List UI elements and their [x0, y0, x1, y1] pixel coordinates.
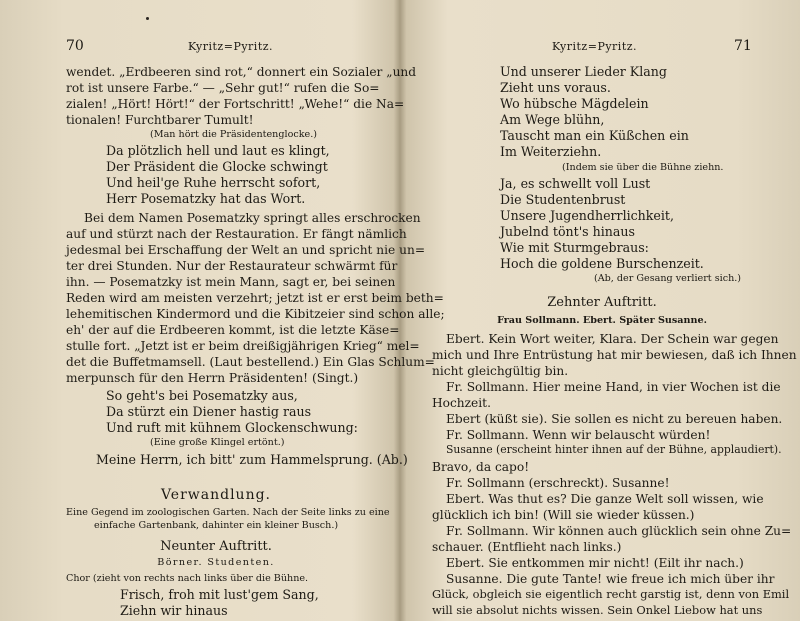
verse-line: Im Weiterziehn. — [500, 144, 602, 159]
text-line: wendet. „Erdbeeren sind rot,“ donnert ein Sozialer „und — [66, 65, 417, 79]
verse-line: Herr Posematzky hat das Wort. — [106, 191, 306, 206]
text-line: det die Buffetmamsell. (Laut bestellend.) Ein Glas Schlum= — [66, 355, 435, 369]
dialogue-line: Susanne. Die gute Tante! wie freue ich mich über ihr — [446, 572, 775, 586]
verse-line: Da plötzlich hell und laut es klingt, — [106, 143, 330, 158]
verse-line: Tauscht man ein Küßchen ein — [500, 128, 689, 143]
verse-line: Jubelnd tönt's hinaus — [500, 224, 635, 239]
stage-direction: einfache Gartenbank, dahinter ein kleiner Busch.) — [94, 520, 339, 531]
text-line: lehemitischen Kindermord und die Kibitzeier sind schon alle; — [66, 307, 445, 321]
verse-line: Der Präsident die Glocke schwingt — [106, 159, 328, 174]
verse-line: Da stürzt ein Diener hastig raus — [106, 404, 312, 419]
stage-direction: Eine Gegend im zoologischen Garten. Nach der Seite links zu eine — [66, 507, 390, 518]
running-head: Kyritz=Pyritz. — [552, 40, 638, 53]
dialogue-line: Fr. Sollmann. Hier meine Hand, in vier Wochen ist die — [446, 380, 781, 394]
running-head: Kyritz=Pyritz. — [188, 40, 274, 53]
text-line: Bei dem Namen Posematzky springt alles erschrocken — [84, 211, 421, 225]
ink-speck — [146, 17, 149, 20]
text-line: ter drei Stunden. Nur der Restaurateur schwärmt für — [66, 259, 398, 273]
text-line: rot ist unsere Farbe.“ — „Sehr gut!“ rufen die So= — [66, 81, 380, 95]
text-line: stulle fort. „Jetzt ist er beim dreißigjährigen Krieg“ mel= — [66, 339, 420, 353]
stage-direction: (Man hört die Präsidentenglocke.) — [150, 129, 318, 140]
verse-line: Ziehn wir hinaus — [120, 603, 228, 618]
cast-line: Börner. Studenten. — [157, 557, 275, 568]
dialogue-line: glücklich ich bin! (Will sie wieder küssen.) — [432, 508, 695, 522]
verse-line: Wo hübsche Mägdelein — [500, 96, 649, 111]
verse-line: Hoch die goldene Burschenzeit. — [500, 256, 704, 271]
dialogue-line: Fr. Sollmann. Wenn wir belauscht würden! — [446, 428, 711, 442]
dialogue-line: Fr. Sollmann. Wir können auch glücklich sein ohne Zu= — [446, 524, 792, 538]
text-line: merpunsch für den Herrn Präsidenten! (Singt.) — [66, 371, 359, 385]
verse-line: So geht's bei Posematzky aus, — [106, 388, 298, 403]
dialogue-line: Ebert. Kein Wort weiter, Klara. Der Schein war gegen — [446, 332, 779, 346]
verse-line: Unsere Jugendherrlichkeit, — [500, 208, 674, 223]
text-line: auf und stürzt nach der Restauration. Er fängt nämlich — [66, 227, 407, 241]
verse-line: Wie mit Sturmgebraus: — [500, 240, 649, 255]
dialogue-line: Bravo, da capo! — [432, 460, 530, 474]
dialogue-line: nicht gleichgültig bin. — [432, 364, 569, 378]
dialogue-line: schauer. (Entflieht nach links.) — [432, 540, 622, 554]
verse-line: Und heil'ge Ruhe herrscht sofort, — [106, 175, 321, 190]
stage-direction: (Indem sie über die Bühne ziehn. — [562, 162, 724, 173]
verse-line: Frisch, froh mit lust'gem Sang, — [120, 587, 319, 602]
page-number: 71 — [734, 38, 752, 54]
text-line: zialen! „Hört! Hört!“ der Fortschritt! „Wehe!“ die Na= — [66, 97, 405, 111]
text-line: ihn. — Posematzky ist mein Mann, sagt er, bei seinen — [66, 275, 396, 289]
dialogue-line: Susanne (erscheint hinter ihnen auf der Bühne, applaudiert). — [446, 443, 782, 456]
dialogue-line: Fr. Sollmann (erschreckt). Susanne! — [446, 476, 670, 490]
verse-line: Ja, es schwellt voll Lust — [500, 176, 651, 191]
dialogue-line: Ebert. Sie entkommen mir nicht! (Eilt ihr nach.) — [446, 556, 744, 570]
cast-line: Frau Sollmann. Ebert. Später Susanne. — [497, 315, 707, 326]
dialogue-line: Ebert (küßt sie). Sie sollen es nicht zu bereuen haben. — [446, 412, 783, 426]
verse-line: Zieht uns voraus. — [500, 80, 611, 95]
dialogue-line: will sie absolut nichts wissen. Sein Onkel Liebow hat uns — [432, 603, 763, 617]
stage-direction: (Eine große Klingel ertönt.) — [150, 437, 285, 448]
dialogue-line: Glück, obgleich sie eigentlich recht garstig ist, denn von Emil — [432, 587, 790, 601]
verse-line: Am Wege blühn, — [500, 112, 605, 127]
dialogue-line: mich und Ihre Entrüstung hat mir bewiesen, daß ich Ihnen — [432, 348, 797, 362]
text-line: tionalen! Furchtbarer Tumult! — [66, 113, 254, 127]
right-page — [402, 0, 800, 621]
text-line: jedesmal bei Erschaffung der Welt an und spricht nie un= — [66, 243, 426, 257]
verse-line: Die Studentenbrust — [500, 192, 626, 207]
stage-direction: Chor (zieht von rechts nach links über die Bühne. — [66, 573, 309, 584]
verse-line: Meine Herrn, ich bitt' zum Hammelsprung. (Ab.) — [96, 452, 408, 467]
text-line: Reden wird am meisten verzehrt; jetzt ist er erst beim beth= — [66, 291, 444, 305]
scene-change-heading: Verwandlung. — [160, 487, 272, 503]
scene-heading: Neunter Auftritt. — [160, 539, 272, 554]
stage-direction: (Ab, der Gesang verliert sich.) — [594, 273, 742, 284]
text-line: eh' der auf die Erdbeeren kommt, ist die letzte Käse= — [66, 323, 400, 337]
dialogue-line: Ebert. Was thut es? Die ganze Welt soll wissen, wie — [446, 492, 764, 506]
scene-heading: Zehnter Auftritt. — [547, 295, 657, 310]
dialogue-line: Hochzeit. — [432, 396, 491, 410]
page-number: 70 — [66, 38, 84, 54]
verse-line: Und ruft mit kühnem Glockenschwung: — [106, 420, 358, 435]
verse-line: Und unserer Lieder Klang — [500, 64, 667, 79]
